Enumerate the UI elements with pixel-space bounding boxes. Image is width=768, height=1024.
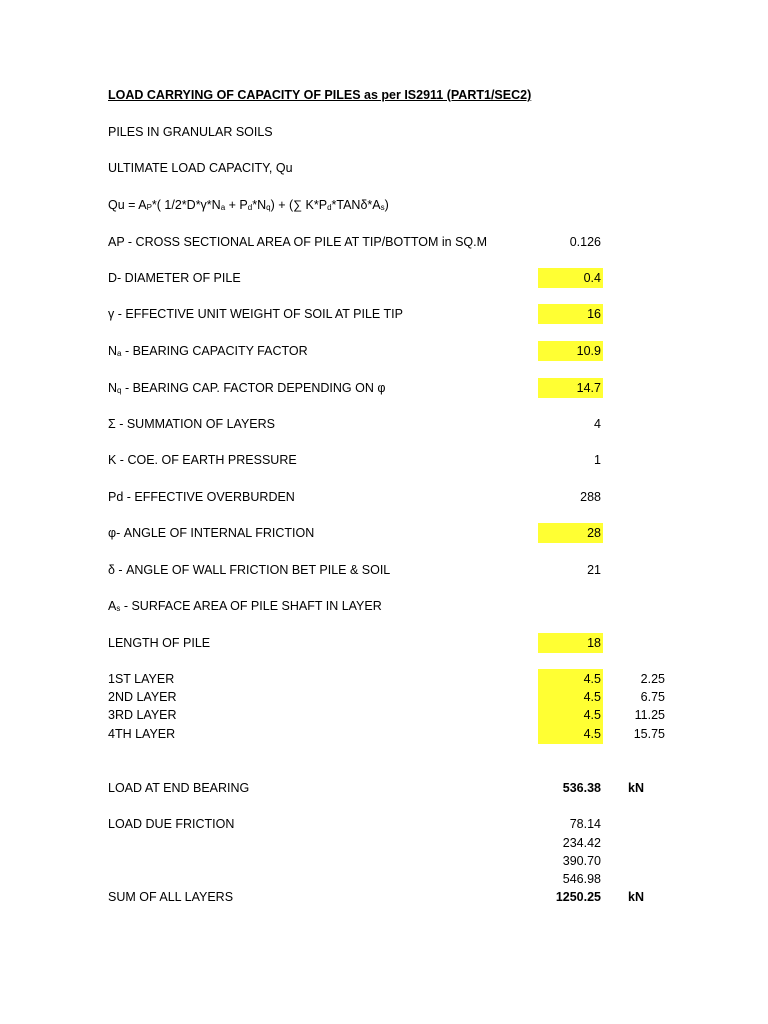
friction-value[interactable]: 546.98 bbox=[562, 872, 601, 886]
layer-depth-value[interactable]: 15.75 bbox=[633, 727, 665, 741]
param-label-length: LENGTH OF PILE bbox=[108, 636, 211, 650]
param-label-unit-weight: γ - EFFECTIVE UNIT WEIGHT OF SOIL AT PILE TIP bbox=[108, 307, 403, 321]
page-title: LOAD CARRYING OF CAPACITY OF PILES as per IS2911 (PART1/SEC2) bbox=[108, 88, 532, 102]
param-value-length[interactable]: 18 bbox=[538, 633, 603, 653]
friction-value[interactable]: 390.70 bbox=[562, 854, 601, 868]
formula: $Qu = A_P*$( $1/2*D*\gamma*N_a + P_d*N_q$) + (∑ $K*P_d*TAN\delta*A_s$) bbox=[108, 198, 389, 212]
friction-value[interactable]: 234.42 bbox=[562, 836, 601, 850]
end-bearing-label: LOAD AT END BEARING bbox=[108, 781, 250, 795]
param-label-delta: δ - ANGLE OF WALL FRICTION BET PILE & SOIL bbox=[108, 563, 391, 577]
param-value-phi[interactable]: 28 bbox=[538, 523, 603, 543]
param-value-diameter[interactable]: 0.4 bbox=[538, 268, 603, 288]
layer-label: 1ST LAYER bbox=[108, 672, 175, 686]
layer-depth-value[interactable]: 6.75 bbox=[640, 690, 665, 704]
param-label-ap: AP - CROSS SECTIONAL AREA OF PILE AT TIP/BOTTOM in SQ.M bbox=[108, 235, 488, 249]
subsection-heading: ULTIMATE LOAD CAPACITY, Qu bbox=[108, 161, 293, 175]
layer-label: 2ND LAYER bbox=[108, 690, 177, 704]
layer-length-value[interactable]: 4.5 bbox=[538, 705, 603, 725]
param-value-pd[interactable]: 288 bbox=[580, 490, 601, 504]
param-label-diameter: D- DIAMETER OF PILE bbox=[108, 271, 241, 285]
sum-unit: kN bbox=[628, 890, 644, 904]
param-value-nq[interactable]: 14.7 bbox=[538, 378, 603, 398]
sum-value[interactable]: 1250.25 bbox=[555, 890, 601, 904]
param-value-unit-weight[interactable]: 16 bbox=[538, 304, 603, 324]
friction-value[interactable]: 78.14 bbox=[569, 817, 601, 831]
friction-label: LOAD DUE FRICTION bbox=[108, 817, 235, 831]
layer-length-value[interactable]: 4.5 bbox=[538, 669, 603, 689]
end-bearing-unit: kN bbox=[628, 781, 644, 795]
param-label-phi: φ- ANGLE OF INTERNAL FRICTION bbox=[108, 526, 315, 540]
param-label-k: K - COE. OF EARTH PRESSURE bbox=[108, 453, 297, 467]
layer-label: 3RD LAYER bbox=[108, 708, 177, 722]
param-label-na: $N_a$ - BEARING CAPACITY FACTOR bbox=[108, 344, 308, 358]
sum-label: SUM OF ALL LAYERS bbox=[108, 890, 234, 904]
param-value-delta[interactable]: 21 bbox=[587, 563, 601, 577]
param-label-nq: $N_q$ - BEARING CAP. FACTOR DEPENDING ON φ bbox=[108, 381, 386, 395]
param-value-k[interactable]: 1 bbox=[594, 453, 601, 467]
param-value-summation[interactable]: 4 bbox=[594, 417, 601, 431]
layer-depth-value[interactable]: 11.25 bbox=[634, 708, 665, 722]
param-label-pd: Pd - EFFECTIVE OVERBURDEN bbox=[108, 490, 295, 504]
layer-depth-value[interactable]: 2.25 bbox=[640, 672, 665, 686]
param-value-na[interactable]: 10.9 bbox=[538, 341, 603, 361]
section-heading: PILES IN GRANULAR SOILS bbox=[108, 125, 273, 139]
end-bearing-value[interactable]: 536.38 bbox=[562, 781, 601, 795]
param-label-summation: Σ - SUMMATION OF LAYERS bbox=[108, 417, 275, 431]
param-value-ap[interactable]: 0.126 bbox=[569, 235, 601, 249]
param-label-as: $A_s$ - SURFACE AREA OF PILE SHAFT IN LAYER bbox=[108, 599, 382, 613]
layer-length-value[interactable]: 4.5 bbox=[538, 687, 603, 707]
layer-label: 4TH LAYER bbox=[108, 727, 176, 741]
layer-length-value[interactable]: 4.5 bbox=[538, 724, 603, 744]
